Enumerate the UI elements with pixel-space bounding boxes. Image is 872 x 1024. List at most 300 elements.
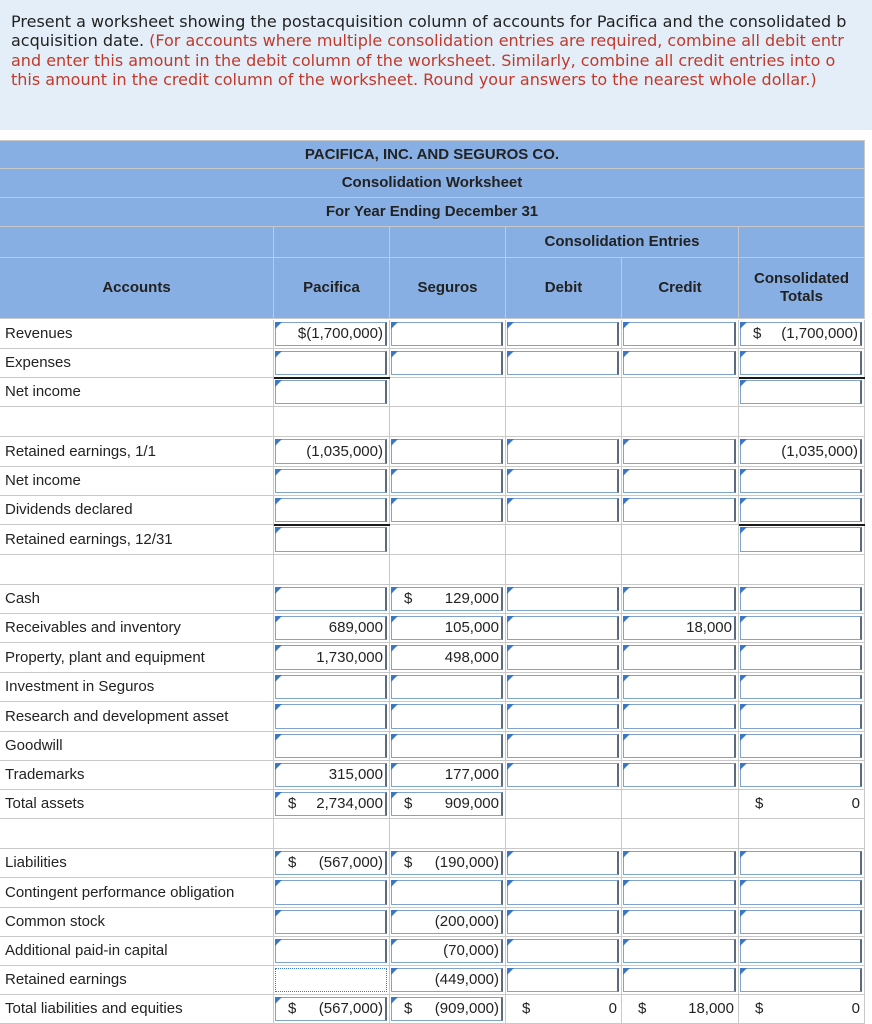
input-receivables-seguros[interactable] — [391, 616, 503, 640]
currency-symbol: $ — [753, 325, 762, 342]
input-re-seguros[interactable] — [391, 968, 503, 992]
cell-liabilities-consolidated — [739, 849, 865, 878]
input-marker-icon — [275, 763, 282, 770]
input-contingent-pacifica[interactable] — [275, 880, 387, 905]
input-ppe-credit[interactable] — [623, 645, 736, 670]
input-dividends-seguros[interactable] — [391, 498, 503, 522]
cell-apic-debit — [506, 937, 622, 966]
input-trademarks-credit[interactable] — [623, 763, 736, 787]
cell-net-income-pacifica — [274, 378, 390, 407]
input-re-begin-seguros[interactable] — [391, 439, 503, 464]
spacer-cell — [622, 555, 739, 585]
input-marker-icon — [275, 439, 282, 446]
input-ppe-seguros[interactable] — [391, 645, 503, 670]
row-label-ni2 — [0, 467, 274, 496]
input-rnd-pacifica[interactable] — [275, 704, 387, 729]
input-contingent-consolidated[interactable] — [740, 880, 862, 905]
input-rnd-consolidated[interactable] — [740, 704, 862, 729]
input-contingent-credit[interactable] — [623, 880, 736, 905]
row-label-cash — [0, 585, 274, 614]
input-marker-icon — [740, 616, 747, 623]
input-marker-icon — [507, 910, 514, 917]
input-common-seguros[interactable] — [391, 910, 503, 934]
spacer-row — [0, 819, 274, 849]
total-total-assets-consolidated — [739, 790, 860, 818]
cell-rnd-consolidated — [739, 702, 865, 732]
row-label-common — [0, 908, 274, 937]
cell-expenses-debit — [506, 349, 622, 378]
input-value: (1,035,000) — [306, 442, 383, 460]
input-total-assets-seguros[interactable] — [391, 792, 503, 816]
cell-trademarks-pacifica — [274, 761, 390, 790]
input-re-begin-debit[interactable] — [507, 439, 619, 464]
total-total-le-debit — [506, 995, 617, 1023]
input-apic-pacifica[interactable] — [275, 939, 387, 963]
row-label-text: Research and development asset — [5, 707, 229, 725]
cell-re-begin-consolidated — [739, 437, 865, 467]
input-receivables-debit[interactable] — [507, 616, 619, 640]
title-period-text: For Year Ending December 31 — [325, 203, 539, 220]
input-marker-icon — [623, 704, 630, 711]
title-company-text: PACIFICA, INC. AND SEGUROS CO. — [304, 145, 560, 163]
cell-total-assets-debit — [506, 790, 622, 819]
cell-net-income-seguros — [390, 378, 506, 407]
row-label-contingent — [0, 878, 274, 908]
cell-goodwill-seguros — [390, 732, 506, 761]
input-expenses-consolidated[interactable] — [740, 351, 862, 375]
row-label-text: Retained earnings — [5, 971, 127, 988]
cell-apic-pacifica — [274, 937, 390, 966]
input-cash-seguros[interactable] — [391, 587, 503, 611]
input-marker-icon — [740, 351, 747, 358]
input-value: 315,000 — [328, 766, 383, 783]
input-value: $(1,700,000) — [297, 325, 383, 342]
input-ppe-consolidated[interactable] — [740, 645, 862, 670]
input-marker-icon — [623, 763, 630, 770]
input-rnd-seguros[interactable] — [391, 704, 503, 729]
row-label-text: Expenses — [5, 354, 71, 371]
input-value: 1,730,000 — [316, 648, 383, 666]
input-marker-icon — [740, 968, 747, 975]
cell-liabilities-debit — [506, 849, 622, 878]
spacer-cell — [739, 407, 865, 437]
input-marker-icon — [275, 527, 282, 534]
consolidation-entries-header — [506, 227, 739, 258]
col-header-credit — [622, 258, 739, 319]
cell-net-income-consolidated — [739, 378, 865, 407]
input-expenses-pacifica[interactable] — [275, 351, 387, 375]
total-value: 0 — [851, 795, 860, 812]
input-value: 18,000 — [686, 619, 732, 636]
cell-cash-debit — [506, 585, 622, 614]
input-liabilities-debit[interactable] — [507, 851, 619, 875]
input-value: (1,035,000) — [781, 442, 858, 460]
input-value: 177,000 — [444, 766, 499, 783]
input-marker-icon — [623, 616, 630, 623]
input-dividends-debit[interactable] — [507, 498, 619, 522]
cell-revenues-credit — [622, 320, 739, 349]
row-label-text: Common stock — [5, 913, 106, 930]
input-marker-icon — [391, 351, 398, 358]
input-cash-consolidated[interactable] — [740, 587, 862, 611]
input-marker-icon — [740, 439, 747, 446]
input-re-begin-credit[interactable] — [623, 439, 736, 464]
input-marker-icon — [623, 734, 630, 741]
input-value: (909,000) — [434, 1000, 499, 1017]
input-value: 2,734,000 — [316, 795, 383, 812]
row-label-text: Receivables and inventory — [5, 619, 181, 636]
input-re-end-pacifica[interactable] — [275, 527, 387, 552]
input-goodwill-credit[interactable] — [623, 734, 736, 758]
spacer-cell — [274, 819, 390, 849]
cell-goodwill-credit — [622, 732, 739, 761]
row-label-text: Total assets — [5, 795, 85, 812]
input-receivables-credit[interactable] — [623, 616, 736, 640]
cell-common-debit — [506, 908, 622, 937]
input-contingent-debit[interactable] — [507, 880, 619, 905]
cell-trademarks-consolidated — [739, 761, 865, 790]
input-revenues-pacifica[interactable] — [275, 322, 387, 346]
cell-ppe-pacifica — [274, 643, 390, 673]
row-label-text: Liabilities — [5, 854, 67, 871]
input-value: (567,000) — [318, 854, 383, 871]
input-marker-icon — [391, 645, 398, 652]
row-label-re-end — [0, 525, 274, 555]
input-marker-icon — [275, 792, 282, 799]
input-value: 105,000 — [444, 619, 499, 636]
row-label-net-income — [0, 378, 274, 407]
input-re-pacifica[interactable] — [275, 968, 387, 992]
cell-apic-seguros — [390, 937, 506, 966]
input-investment-pacifica[interactable] — [275, 675, 387, 699]
input-revenues-seguros[interactable] — [391, 322, 503, 346]
col-header-seguros — [390, 258, 506, 319]
input-ni2-debit[interactable] — [507, 469, 619, 493]
instructions-line-3: and enter this amount in the debit column of the worksheet. Similarly, combine all credit entries into o — [11, 50, 836, 70]
cell-expenses-consolidated — [739, 349, 865, 378]
group-header-blank-accounts — [0, 227, 274, 258]
input-marker-icon — [275, 380, 282, 387]
input-marker-icon — [623, 968, 630, 975]
spacer-cell — [506, 819, 622, 849]
input-expenses-seguros[interactable] — [391, 351, 503, 375]
input-marker-icon — [391, 910, 398, 917]
input-marker-icon — [740, 704, 747, 711]
input-revenues-credit[interactable] — [623, 322, 736, 346]
input-marker-icon — [740, 675, 747, 682]
input-expenses-debit[interactable] — [507, 351, 619, 375]
col-header-consolidated — [739, 258, 865, 319]
input-ni2-credit[interactable] — [623, 469, 736, 493]
input-trademarks-consolidated[interactable] — [740, 763, 862, 787]
input-goodwill-pacifica[interactable] — [275, 734, 387, 758]
cell-total-assets-pacifica — [274, 790, 390, 819]
input-marker-icon — [275, 587, 282, 594]
cell-receivables-pacifica — [274, 614, 390, 643]
cell-investment-credit — [622, 673, 739, 702]
currency-symbol: $ — [404, 1000, 413, 1017]
cell-re-consolidated — [739, 966, 865, 995]
input-marker-icon — [275, 675, 282, 682]
row-label-rnd — [0, 702, 274, 732]
input-marker-icon — [275, 997, 282, 1004]
spacer-cell — [274, 407, 390, 437]
cell-receivables-credit — [622, 614, 739, 643]
input-apic-seguros[interactable] — [391, 939, 503, 963]
input-liabilities-seguros[interactable] — [391, 851, 503, 875]
cell-re-debit — [506, 966, 622, 995]
cell-goodwill-consolidated — [739, 732, 865, 761]
input-apic-credit[interactable] — [623, 939, 736, 963]
input-total-le-seguros[interactable] — [391, 997, 503, 1021]
input-marker-icon — [391, 734, 398, 741]
input-marker-icon — [507, 587, 514, 594]
row-label-text: Property, plant and equipment — [5, 648, 205, 666]
spacer-cell — [739, 555, 865, 585]
input-goodwill-consolidated[interactable] — [740, 734, 862, 758]
instructions-line-2-black: acquisition date. — [11, 31, 150, 51]
spacer-cell — [739, 819, 865, 849]
cell-trademarks-debit — [506, 761, 622, 790]
input-trademarks-pacifica[interactable] — [275, 763, 387, 787]
input-investment-credit[interactable] — [623, 675, 736, 699]
input-receivables-consolidated[interactable] — [740, 616, 862, 640]
cell-expenses-credit — [622, 349, 739, 378]
col-debit-text: Debit — [544, 279, 583, 296]
input-marker-icon — [275, 704, 282, 711]
input-liabilities-consolidated[interactable] — [740, 851, 862, 875]
total-underline — [274, 524, 390, 526]
spacer-cell — [390, 407, 506, 437]
currency-symbol: $ — [755, 795, 764, 812]
cell-re-begin-pacifica — [274, 437, 390, 467]
row-label-trademarks — [0, 761, 274, 790]
input-dividends-pacifica[interactable] — [275, 498, 387, 522]
input-trademarks-debit[interactable] — [507, 763, 619, 787]
spacer-cell — [506, 555, 622, 585]
input-net-income-pacifica[interactable] — [275, 380, 387, 404]
col-consolidated-text-2: Totals — [779, 288, 824, 305]
input-marker-icon — [275, 734, 282, 741]
input-revenues-consolidated[interactable] — [740, 322, 862, 346]
cell-ni2-pacifica — [274, 467, 390, 496]
cell-ni2-consolidated — [739, 467, 865, 496]
input-marker-icon — [623, 939, 630, 946]
cell-receivables-consolidated — [739, 614, 865, 643]
cell-revenues-pacifica — [274, 320, 390, 349]
cell-contingent-debit — [506, 878, 622, 908]
cell-re-begin-seguros — [390, 437, 506, 467]
input-dividends-credit[interactable] — [623, 498, 736, 522]
input-revenues-debit[interactable] — [507, 322, 619, 346]
row-label-ppe — [0, 643, 274, 673]
input-value: (190,000) — [434, 854, 499, 871]
input-apic-consolidated[interactable] — [740, 939, 862, 963]
input-net-income-consolidated[interactable] — [740, 380, 862, 404]
row-label-text: Additional paid-in capital — [5, 942, 168, 959]
cell-re-end-pacifica — [274, 525, 390, 555]
input-marker-icon — [275, 469, 282, 476]
instructions-line-1: Present a worksheet showing the postacquisition column of accounts for Pacifica and the consolidated b — [11, 12, 847, 31]
cell-rnd-credit — [622, 702, 739, 732]
input-marker-icon — [391, 997, 398, 1004]
cell-cash-seguros — [390, 585, 506, 614]
row-label-apic — [0, 937, 274, 966]
input-common-consolidated[interactable] — [740, 910, 862, 934]
input-marker-icon — [275, 851, 282, 858]
cell-dividends-credit — [622, 496, 739, 525]
row-label-text: Investment in Seguros — [5, 678, 155, 695]
input-dividends-consolidated[interactable] — [740, 498, 862, 522]
input-re-begin-consolidated[interactable] — [740, 439, 862, 464]
input-re-consolidated[interactable] — [740, 968, 862, 992]
cell-dividends-debit — [506, 496, 622, 525]
input-re-begin-pacifica[interactable] — [275, 439, 387, 464]
input-total-le-pacifica[interactable] — [275, 997, 387, 1021]
input-liabilities-credit[interactable] — [623, 851, 736, 875]
group-header-blank-consolidated — [739, 227, 865, 258]
currency-symbol: $ — [288, 1000, 297, 1017]
cell-liabilities-seguros — [390, 849, 506, 878]
total-underline — [274, 377, 390, 379]
cell-revenues-consolidated — [739, 320, 865, 349]
row-label-total-assets — [0, 790, 274, 819]
input-receivables-pacifica[interactable] — [275, 616, 387, 640]
total-value: 0 — [851, 1000, 860, 1017]
cell-ppe-debit — [506, 643, 622, 673]
cell-total-le-credit — [622, 995, 739, 1024]
input-common-pacifica[interactable] — [275, 910, 387, 934]
input-marker-icon — [391, 968, 398, 975]
input-apic-debit[interactable] — [507, 939, 619, 963]
input-marker-icon — [391, 616, 398, 623]
input-value: 498,000 — [444, 648, 499, 666]
input-ni2-seguros[interactable] — [391, 469, 503, 493]
cell-trademarks-credit — [622, 761, 739, 790]
total-underline — [739, 377, 865, 379]
input-rnd-credit[interactable] — [623, 704, 736, 729]
input-marker-icon — [275, 322, 282, 329]
cell-investment-pacifica — [274, 673, 390, 702]
input-goodwill-seguros[interactable] — [391, 734, 503, 758]
currency-symbol: $ — [755, 1000, 764, 1017]
cell-investment-debit — [506, 673, 622, 702]
total-underline — [739, 524, 865, 526]
currency-symbol: $ — [404, 854, 413, 871]
currency-symbol: $ — [288, 854, 297, 871]
input-marker-icon — [623, 351, 630, 358]
cell-contingent-consolidated — [739, 878, 865, 908]
cell-ni2-credit — [622, 467, 739, 496]
input-re-credit[interactable] — [623, 968, 736, 992]
cell-contingent-seguros — [390, 878, 506, 908]
input-marker-icon — [275, 645, 282, 652]
input-cash-debit[interactable] — [507, 587, 619, 611]
group-header-blank-pacifica — [274, 227, 390, 258]
input-investment-consolidated[interactable] — [740, 675, 862, 699]
cell-trademarks-seguros — [390, 761, 506, 790]
input-investment-seguros[interactable] — [391, 675, 503, 699]
input-marker-icon — [275, 880, 282, 887]
cell-net-income-debit — [506, 378, 622, 407]
input-marker-icon — [391, 704, 398, 711]
row-label-investment — [0, 673, 274, 702]
input-marker-icon — [740, 380, 747, 387]
input-marker-icon — [740, 322, 747, 329]
cell-re-begin-credit — [622, 437, 739, 467]
spacer-cell — [506, 407, 622, 437]
spacer-cell — [390, 819, 506, 849]
cell-investment-consolidated — [739, 673, 865, 702]
input-re-debit[interactable] — [507, 968, 619, 992]
total-total-le-consolidated — [739, 995, 860, 1023]
input-trademarks-seguros[interactable] — [391, 763, 503, 787]
cell-expenses-seguros — [390, 349, 506, 378]
input-marker-icon — [391, 675, 398, 682]
input-cash-pacifica[interactable] — [275, 587, 387, 611]
input-marker-icon — [275, 498, 282, 505]
row-label-text: Net income — [5, 383, 81, 400]
cell-net-income-credit — [622, 378, 739, 407]
input-marker-icon — [740, 498, 747, 505]
input-marker-icon — [507, 351, 514, 358]
cell-contingent-credit — [622, 878, 739, 908]
input-total-assets-pacifica[interactable] — [275, 792, 387, 816]
input-marker-icon — [740, 527, 747, 534]
input-ni2-pacifica[interactable] — [275, 469, 387, 493]
row-label-text: Revenues — [5, 325, 73, 342]
input-ni2-consolidated[interactable] — [740, 469, 862, 493]
input-marker-icon — [507, 880, 514, 887]
cell-common-consolidated — [739, 908, 865, 937]
input-marker-icon — [391, 439, 398, 446]
input-common-credit[interactable] — [623, 910, 736, 934]
cell-cash-credit — [622, 585, 739, 614]
row-label-liabilities — [0, 849, 274, 878]
cell-total-assets-consolidated — [739, 790, 865, 819]
cell-revenues-seguros — [390, 320, 506, 349]
input-marker-icon — [507, 675, 514, 682]
total-value: 0 — [608, 1000, 617, 1017]
col-accounts-text: Accounts — [102, 279, 171, 296]
input-investment-debit[interactable] — [507, 675, 619, 699]
input-marker-icon — [740, 469, 747, 476]
input-cash-credit[interactable] — [623, 587, 736, 611]
cell-dividends-seguros — [390, 496, 506, 525]
row-label-text: Goodwill — [5, 737, 63, 754]
input-common-debit[interactable] — [507, 910, 619, 934]
input-goodwill-debit[interactable] — [507, 734, 619, 758]
input-ppe-debit[interactable] — [507, 645, 619, 670]
input-marker-icon — [507, 704, 514, 711]
input-liabilities-pacifica[interactable] — [275, 851, 387, 875]
input-value: (567,000) — [318, 1000, 383, 1017]
input-value: (200,000) — [434, 913, 499, 930]
input-marker-icon — [740, 587, 747, 594]
input-marker-icon — [623, 322, 630, 329]
row-label-text: Trademarks — [5, 766, 85, 783]
input-re-end-consolidated[interactable] — [740, 527, 862, 552]
input-contingent-seguros[interactable] — [391, 880, 503, 905]
input-expenses-credit[interactable] — [623, 351, 736, 375]
input-marker-icon — [507, 734, 514, 741]
row-label-text: Dividends declared — [5, 501, 133, 518]
row-label-text: Total liabilities and equities — [5, 1000, 183, 1017]
input-rnd-debit[interactable] — [507, 704, 619, 729]
input-marker-icon — [740, 734, 747, 741]
currency-symbol: $ — [404, 590, 413, 607]
input-ppe-pacifica[interactable] — [275, 645, 387, 670]
